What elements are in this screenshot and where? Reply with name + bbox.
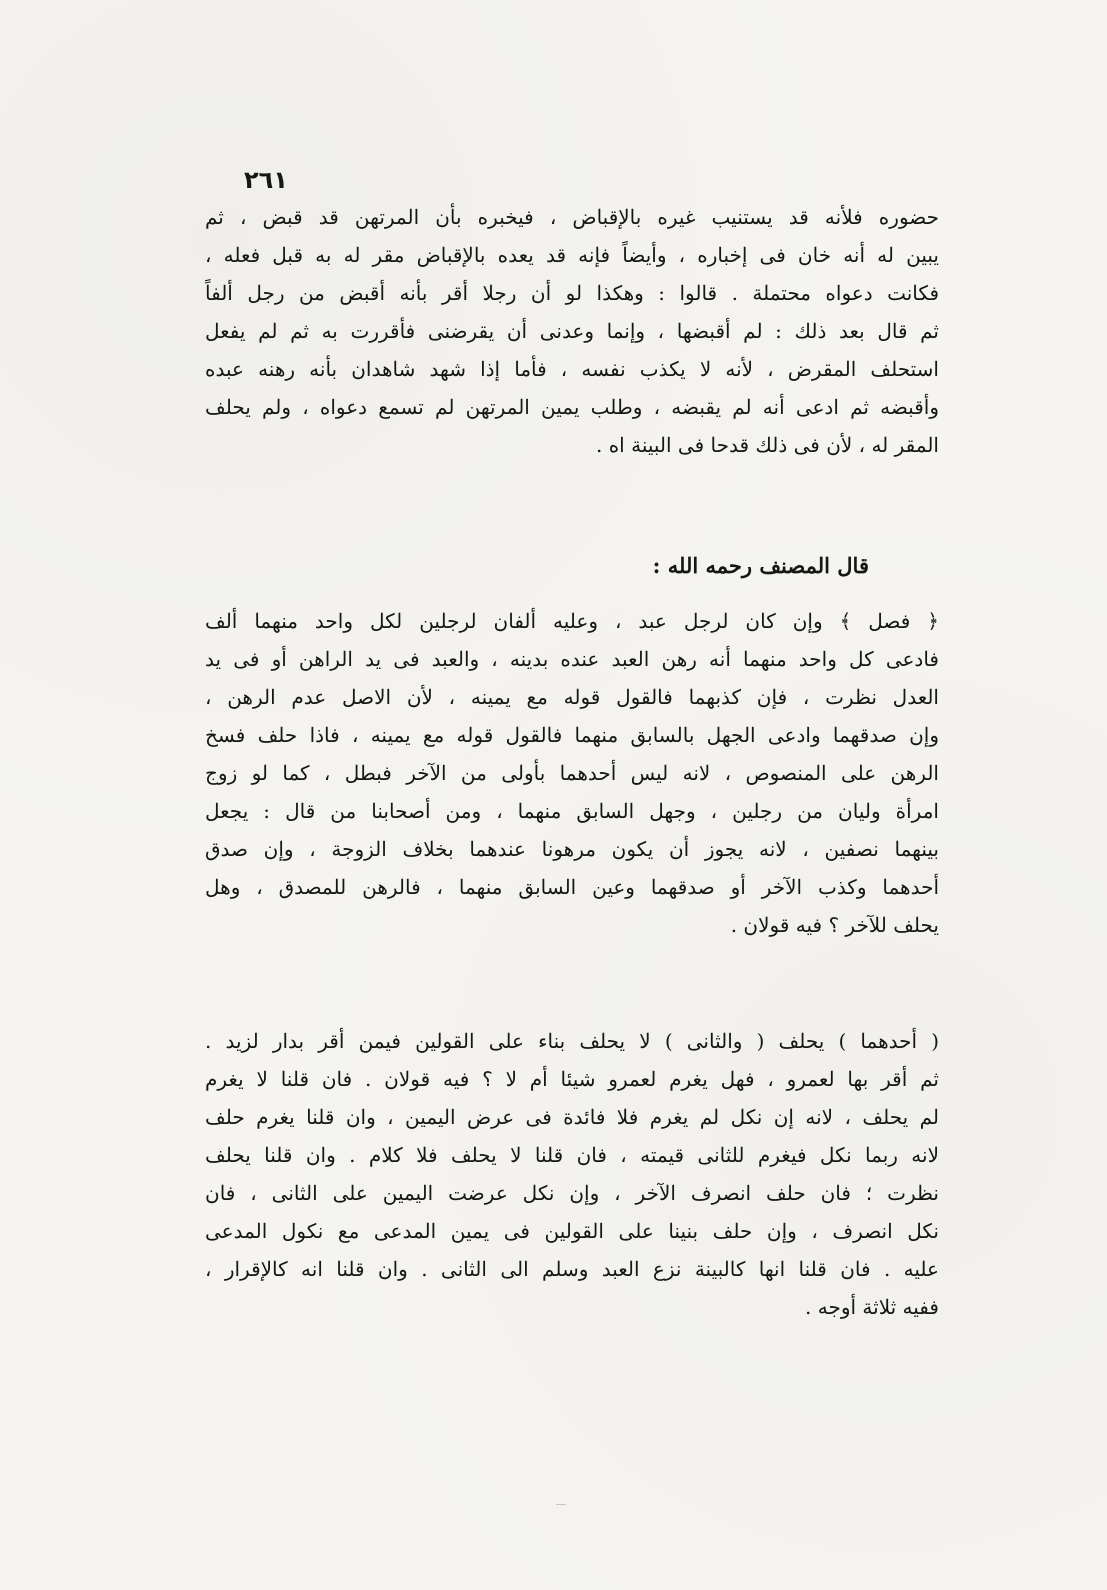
text-line: ثم أقر بها لعمرو ، فهل يغرم لعمرو شيئا أم لا ؟ فيه قولان . فان قلنا لا يغرم bbox=[205, 1067, 939, 1091]
text-line: المقر له ، لأن فى ذلك قدحا فى البينة اه . bbox=[595, 433, 939, 457]
text-line: عليه . فان قلنا انها كالبينة نزع العبد وسلم الى الثانى . وان قلنا انه كالإقرار ، bbox=[205, 1257, 939, 1281]
text-line: نكل انصرف ، وإن حلف بنينا على القولين فى يمين المدعى مع نكول المدعى bbox=[205, 1219, 939, 1243]
text-line: بينهما نصفين ، لانه يجوز أن يكون مرهونا عندهما بخلاف الزوجة ، وإن صدق bbox=[205, 837, 939, 861]
paragraph-commentary bbox=[205, 198, 939, 464]
text-line: لانه ربما نكل فيغرم للثانى قيمته ، فان قلنا لا يحلف فلا كلام . وان قلنا يحلف bbox=[205, 1143, 939, 1167]
text-line: حضوره فلأنه قد يستنيب غيره بالإقباض ، فيخبره بأن المرتهن قد قبض ، ثم bbox=[205, 205, 939, 229]
text-line: أحدهما وكذب الآخر أو صدقهما وعين السابق منهما ، فالرهن للمصدق ، وهل bbox=[205, 875, 939, 899]
text-line: ففيه ثلاثة أوجه . bbox=[805, 1295, 939, 1319]
section-heading: قال المصنف رحمه الله : bbox=[652, 553, 869, 578]
text-line: العدل نظرت ، فإن كذبهما فالقول قوله مع يمينه ، لأن الاصل عدم الرهن ، bbox=[205, 685, 939, 709]
text-line: ﴿ فصل ﴾ وإن كان لرجل عبد ، وعليه ألفان لرجلين لكل واحد منهما ألف bbox=[205, 609, 939, 633]
text-line: الرهن على المنصوص ، لانه ليس أحدهما بأولى من الآخر فبطل ، كما لو زوج bbox=[205, 761, 939, 785]
text-line: وأقبضه ثم ادعى أنه لم يقبضه ، وطلب يمين المرتهن لم تسمع دعواه ، ولم يحلف bbox=[205, 395, 939, 419]
page-number: ٢٦١ bbox=[244, 166, 288, 194]
text-line: يبين له أنه خان فى إخباره ، وأيضاً فإنه قد يعده بالإقباض مقر له به قبل فعله ، bbox=[205, 243, 939, 267]
text-line: امرأة وليان من رجلين ، وجهل السابق منهما ، ومن أصحابنا من قال : يجعل bbox=[205, 799, 939, 823]
text-line: ( أحدهما ) يحلف ( والثانى ) لا يحلف بناء على القولين فيمن أقر بدار لزيد . bbox=[205, 1029, 939, 1053]
text-line: يحلف للآخر ؟ فيه قولان . bbox=[730, 913, 939, 937]
text-line: فادعى كل واحد منهما أنه رهن العبد عنده بدينه ، والعبد فى يد الراهن أو فى يد bbox=[205, 647, 939, 671]
paragraph-two-opinions bbox=[205, 1022, 939, 1326]
text-line: فكانت دعواه محتملة . قالوا : وهكذا لو أن رجلا أقر بأنه أقبض من رجل ألفاً bbox=[205, 281, 939, 305]
paragraph-fasl bbox=[205, 602, 939, 944]
text-line: نظرت ؛ فان حلف انصرف الآخر ، وإن نكل عرضت اليمين على الثانى ، فان bbox=[205, 1181, 939, 1205]
text-line: وإن صدقهما وادعى الجهل بالسابق منهما فالقول قوله مع يمينه ، فاذا حلف فسخ bbox=[205, 723, 939, 747]
print-mark bbox=[556, 1504, 566, 1505]
text-line: استحلف المقرض ، لأنه لا يكذب نفسه ، فأما إذا شهد شاهدان بأنه رهنه عبده bbox=[205, 357, 939, 381]
text-line: لم يحلف ، لانه إن نكل لم يغرم فلا فائدة فى عرض اليمين ، وان قلنا يغرم حلف bbox=[205, 1105, 939, 1129]
text-line: ثم قال بعد ذلك : لم أقبضها ، وإنما وعدنى أن يقرضنى فأقررت به ثم لم يفعل bbox=[205, 319, 939, 343]
